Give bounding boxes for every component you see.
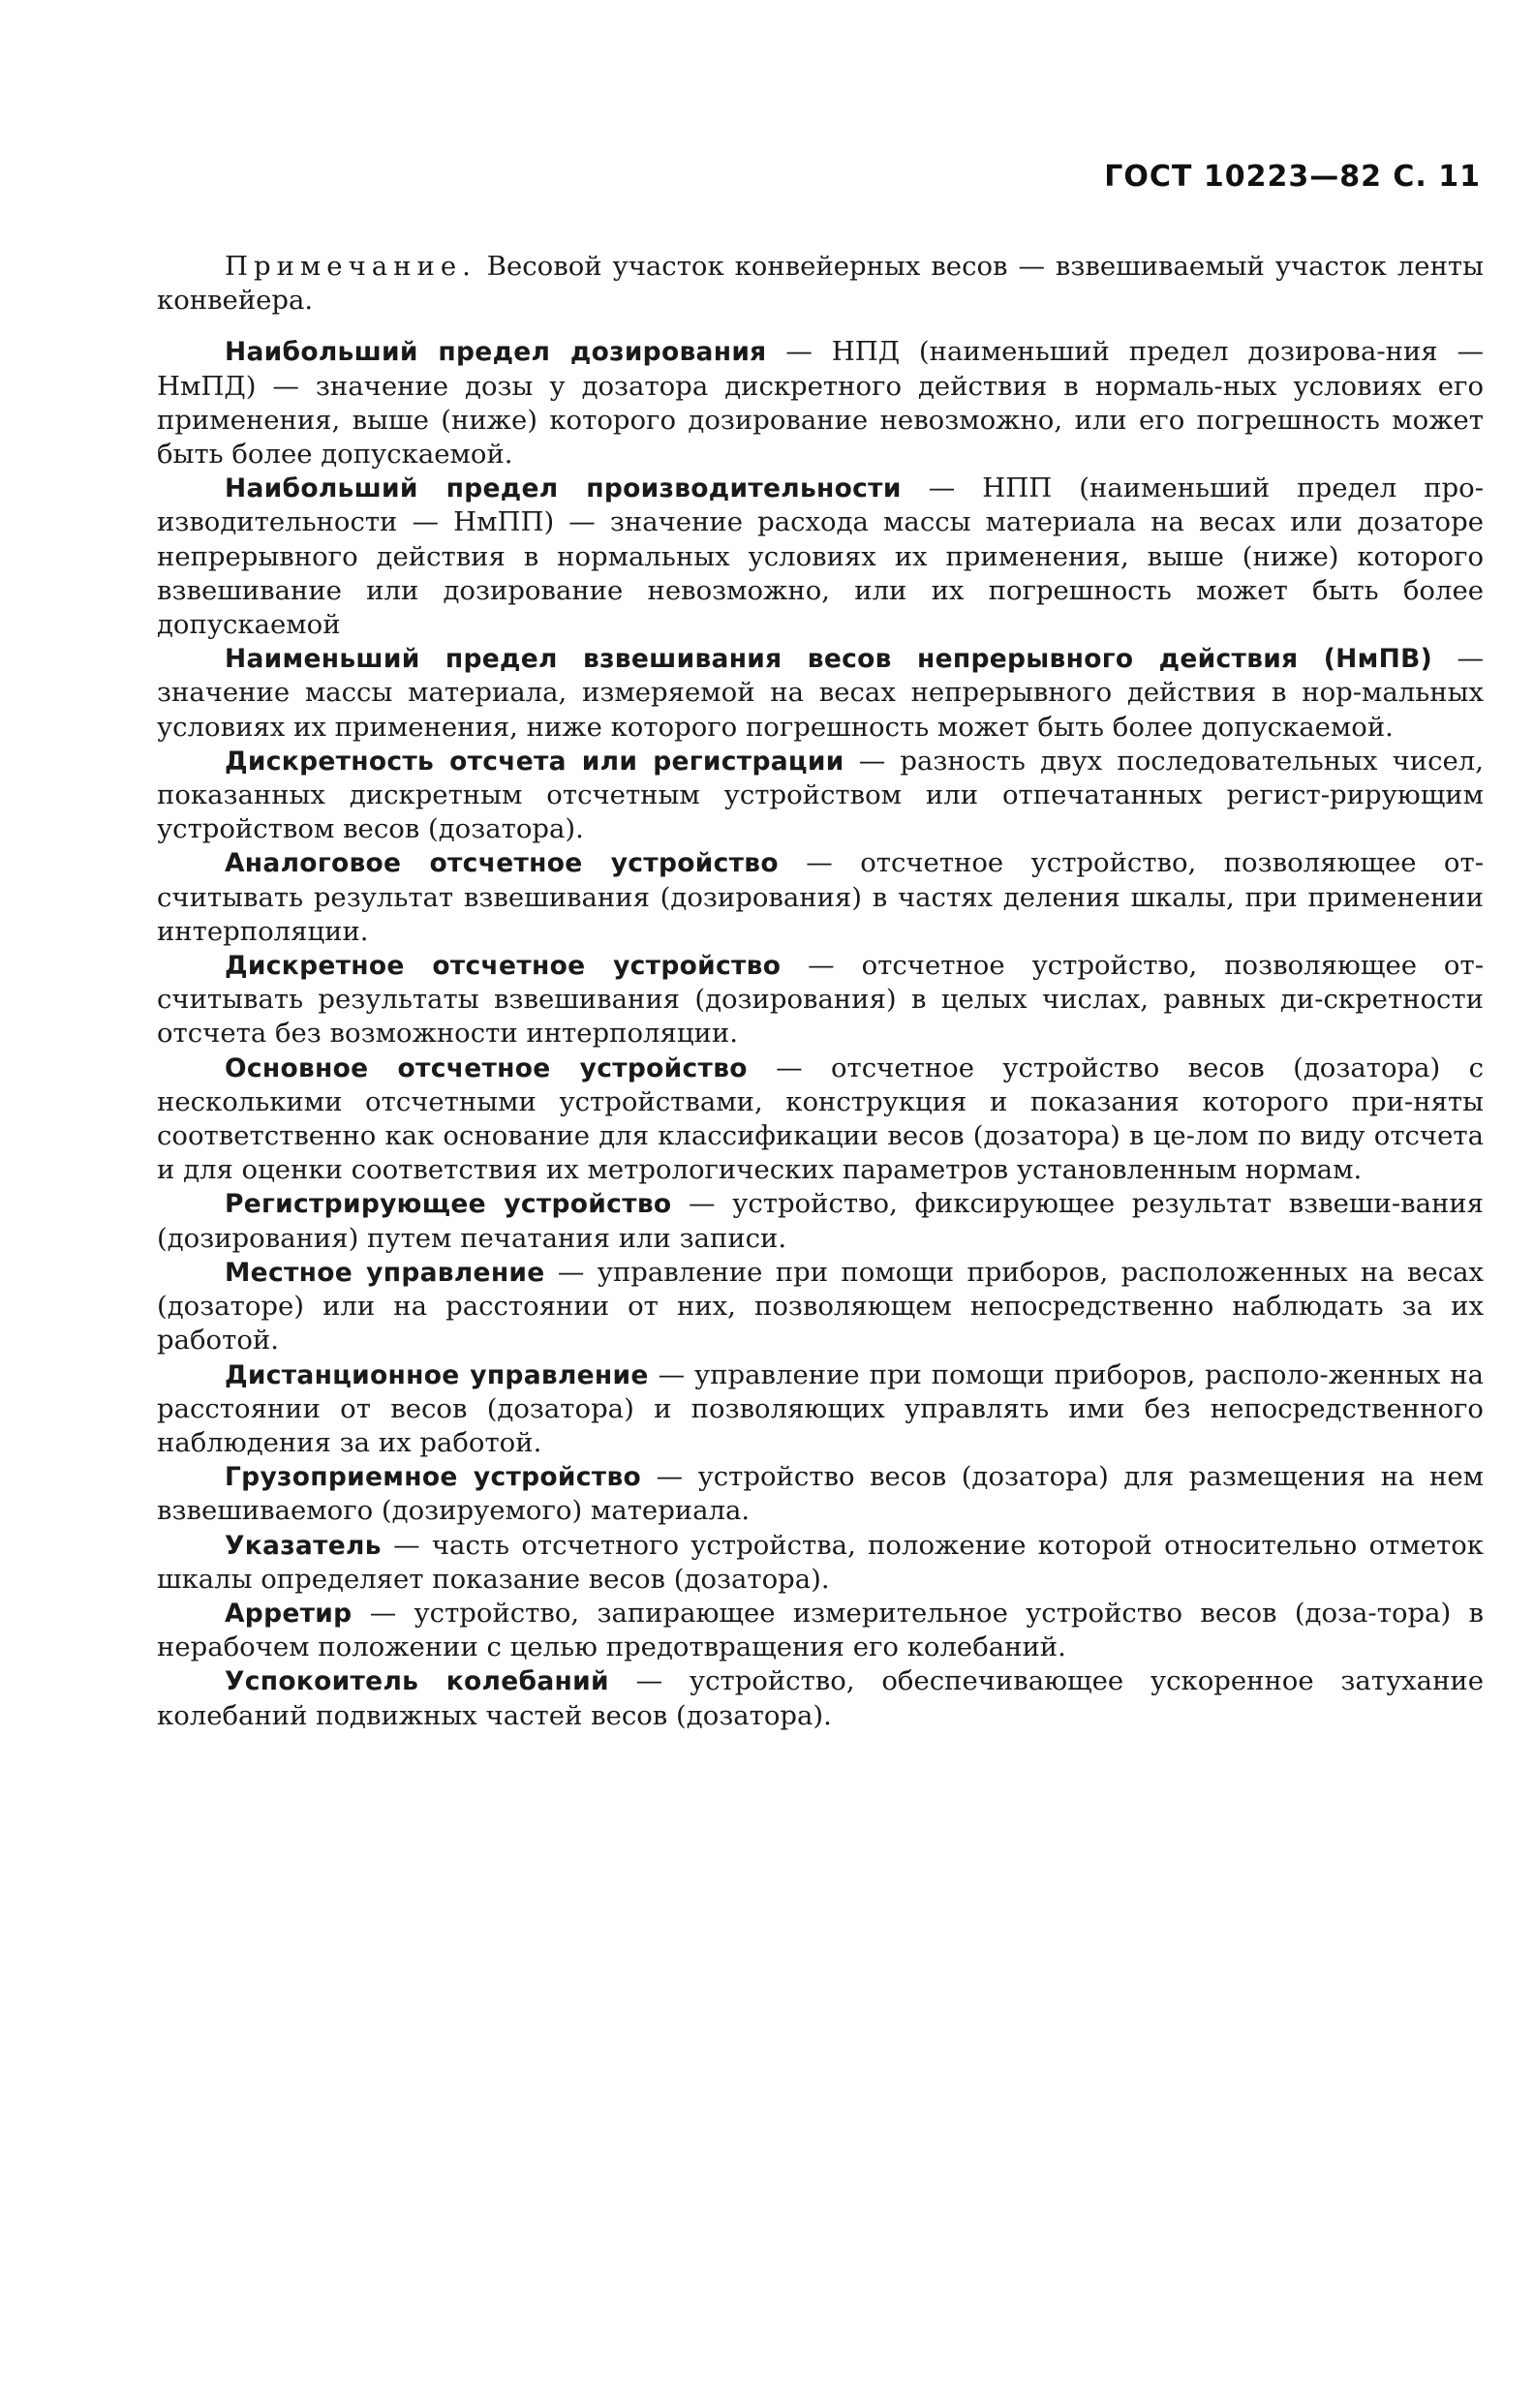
note-label: Примечание. <box>225 251 476 282</box>
definition-text: — управление при помощи приборов, расположенных на весах (дозаторе) или на расстоянии от них, позволяющем непосредственно наблюдать за их работой. <box>157 1256 1484 1356</box>
definition-term: Дискретное отсчетное устройство <box>225 951 782 982</box>
note-paragraph <box>157 250 1484 318</box>
definition-text: — устройство, запирающее измерительное устройство весов (доза-тора) в нерабочем положении с целью предотвращения его колебаний. <box>157 1597 1484 1663</box>
definition-term: Регистрирующее устройство <box>225 1189 672 1220</box>
definition-paragraph <box>157 1460 1484 1528</box>
definition-term: Наибольший предел дозирования <box>225 337 767 368</box>
document-body <box>157 250 1484 1733</box>
definition-paragraph <box>157 335 1484 472</box>
definition-text: — часть отсчетного устройства, положение которой относительно отметок шкалы определяет показание весов (дозатора). <box>157 1529 1484 1595</box>
definition-text: — устройство весов (дозатора) для размещения на нем взвешиваемого (дозируемого) материала. <box>157 1461 1484 1527</box>
definition-paragraph <box>157 1187 1484 1255</box>
definition-paragraph <box>157 1358 1484 1461</box>
definition-term: Успокоитель колебаний <box>225 1666 609 1697</box>
definition-paragraph <box>157 1529 1484 1597</box>
definition-paragraph <box>157 1664 1484 1732</box>
definition-text: — НПП (наименьший предел про-изводительности — НмПП) — значение расхода массы материала на весах или дозаторе непрерывного действия в нормальных условиях их применения, выше (ниже) которого взвешивание или дозирование невозможно, или их погрешность может быть более допускаемой <box>157 472 1484 641</box>
definition-text: — отсчетное устройство, позволяющее от-считывать результаты взвешивания (дозирования) в целых числах, равных ди-скретности отсчета без возможности интерполяции. <box>157 950 1484 1050</box>
definition-text: — разность двух последовательных чисел, показанных дискретным отсчетным устройством или отпечатанных регист-рирующим устройством весов (дозатора). <box>157 745 1484 845</box>
definition-term: Местное управление <box>225 1257 545 1288</box>
definition-term: Дистанционное управление <box>225 1359 649 1390</box>
definition-paragraph <box>157 1256 1484 1358</box>
definition-text: — управление при помощи приборов, располо-женных на расстоянии от весов (дозатора) и позволяющих управлять ими без непосредственного наблюдения за их работой. <box>157 1358 1484 1458</box>
definition-paragraph <box>157 1597 1484 1664</box>
definition-term: Арретир <box>225 1598 353 1629</box>
definition-term: Наибольший предел производительности <box>225 473 902 504</box>
definition-text: — устройство, обеспечивающее ускоренное затухание колебаний подвижных частей весов (дозатора). <box>157 1665 1485 1731</box>
definition-text: — НПД (наименьший предел дозирова-ния — НмПД) — значение дозы у дозатора дискретного действия в нормаль-ных условиях его применения, выше (ниже) которого дозирование невозможно, или его погрешность может быть более допускаемой. <box>157 336 1485 471</box>
definition-term: Указатель <box>225 1530 382 1561</box>
note-text: Весовой участок конвейерных весов — взвешиваемый участок ленты конвейера. <box>157 251 1484 317</box>
definition-paragraph <box>157 949 1484 1052</box>
definition-term: Наименьший предел взвешивания весов непрерывного действия (НмПВ) <box>225 644 1432 675</box>
definition-paragraph <box>157 745 1484 847</box>
definition-paragraph <box>157 472 1484 642</box>
definition-term: Аналоговое отсчетное устройство <box>225 848 779 879</box>
page-header: ГОСТ 10223—82 С. 11 <box>1104 160 1481 194</box>
definition-text: — отсчетное устройство весов (дозатора) с несколькими отсчетными устройствами, конструкция и показания которого при-няты соответственно как основание для классификации весов (дозатора) в це-лом по виду отсчета и для оценки соответствия их метрологических параметров установленным нормам. <box>157 1052 1484 1186</box>
definition-text: — отсчетное устройство, позволяющее от-считывать результат взвешивания (дозирования) в частях деления шкалы, при применении интерполяции. <box>157 847 1484 947</box>
definition-term: Дискретность отсчета или регистрации <box>225 746 844 777</box>
definition-paragraph <box>157 1052 1484 1188</box>
definition-term: Основное отсчетное устройство <box>225 1052 748 1083</box>
definition-text: — значение массы материала, измеряемой на весах непрерывного действия в нор-мальных условиях их применения, ниже которого погрешность может быть более допускаемой. <box>157 643 1484 743</box>
definition-term: Грузоприемное устройство <box>225 1462 642 1493</box>
definition-paragraph <box>157 846 1484 949</box>
definition-paragraph <box>157 642 1484 745</box>
definition-text: — устройство, фиксирующее результат взвеши-вания (дозирования) путем печатания или записи. <box>157 1188 1484 1254</box>
